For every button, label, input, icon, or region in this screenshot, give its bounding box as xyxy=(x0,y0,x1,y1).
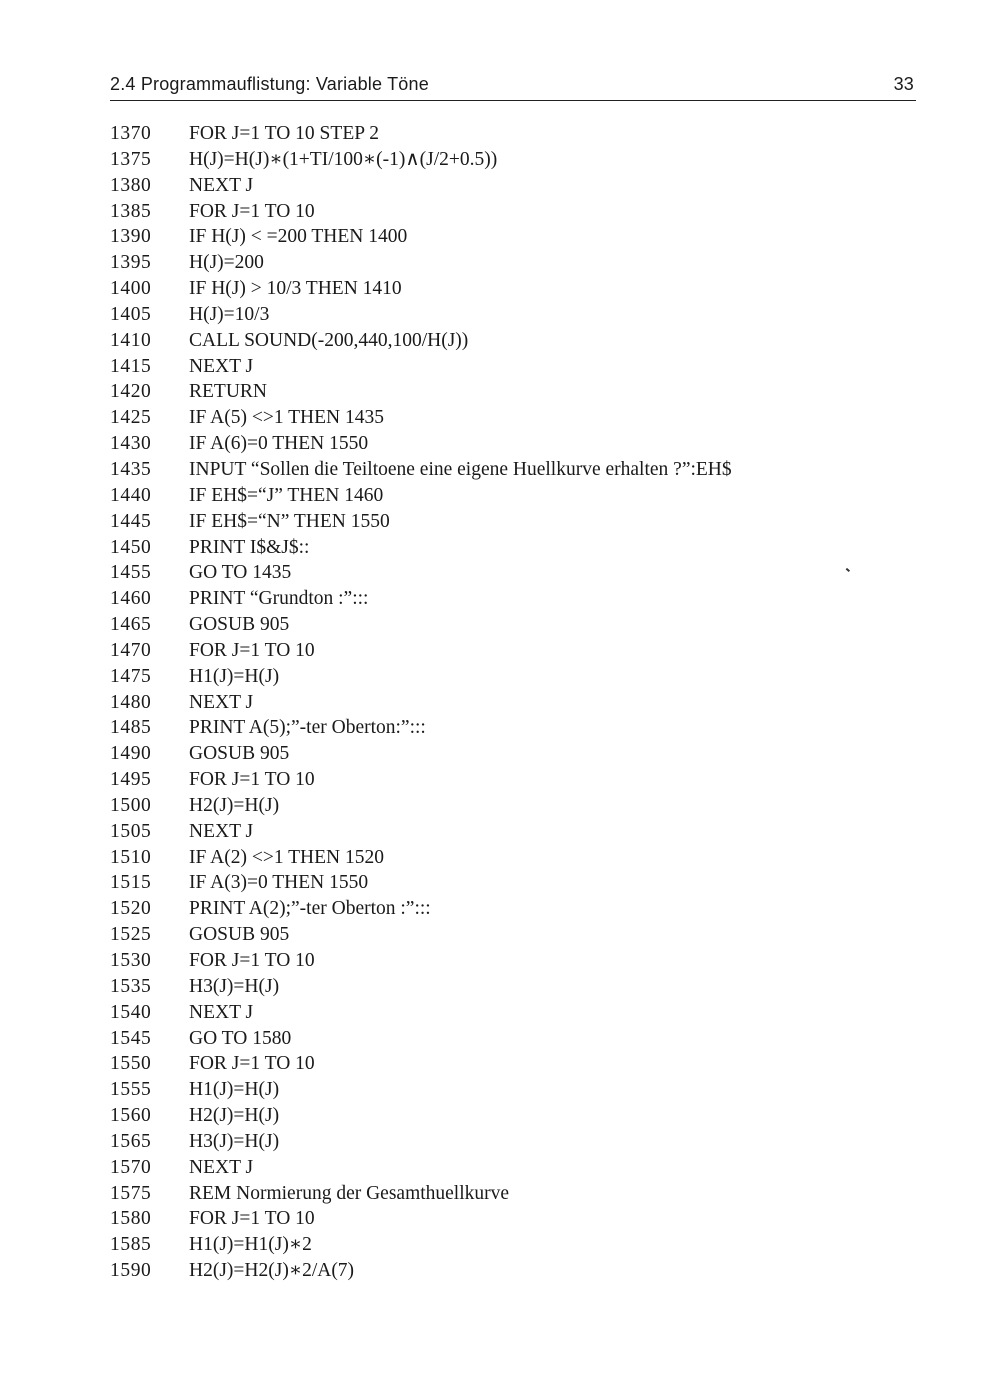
basic-statement: IF EH$=“J” THEN 1460 xyxy=(189,484,384,506)
code-line xyxy=(110,328,910,354)
line-number: 1425 xyxy=(110,407,152,429)
code-line xyxy=(110,173,910,199)
code-line xyxy=(110,1026,910,1052)
basic-statement: PRINT A(2);”-ter Oberton :”::: xyxy=(189,898,431,920)
line-number: 1455 xyxy=(110,562,152,584)
basic-statement: H2(J)=H(J) xyxy=(189,1105,280,1127)
line-number: 1500 xyxy=(110,794,152,816)
code-line xyxy=(110,586,910,612)
line-number: 1470 xyxy=(110,639,152,661)
line-number: 1475 xyxy=(110,665,152,687)
code-line xyxy=(110,896,910,922)
line-number: 1580 xyxy=(110,1208,152,1230)
code-line xyxy=(110,483,910,509)
basic-statement: H1(J)=H(J) xyxy=(189,665,280,687)
code-line xyxy=(110,302,910,328)
code-line xyxy=(110,715,910,741)
code-line xyxy=(110,638,910,664)
basic-statement: PRINT “Grundton :”::: xyxy=(189,588,369,610)
line-number: 1550 xyxy=(110,1053,152,1075)
line-number: 1370 xyxy=(110,123,152,144)
code-line xyxy=(110,612,910,638)
basic-statement: GOSUB 905 xyxy=(189,614,290,636)
code-line xyxy=(110,845,910,871)
line-number: 1575 xyxy=(110,1182,152,1204)
basic-statement: NEXT J xyxy=(189,691,254,713)
code-line xyxy=(110,1232,910,1258)
line-number: 1430 xyxy=(110,433,152,455)
line-number: 1405 xyxy=(110,303,152,325)
code-line xyxy=(110,121,910,147)
line-number: 1400 xyxy=(110,278,152,300)
line-number: 1445 xyxy=(110,510,152,532)
basic-statement: H1(J)=H1(J)∗2 xyxy=(189,1234,312,1256)
basic-statement: FOR J=1 TO 10 xyxy=(189,200,315,222)
code-line xyxy=(110,690,910,716)
code-line xyxy=(110,457,910,483)
basic-statement: REM Normierung der Gesamthuellkurve xyxy=(189,1182,510,1204)
code-line xyxy=(110,509,910,535)
basic-statement: CALL SOUND(-200,440,100/H(J)) xyxy=(189,329,469,351)
code-line xyxy=(110,431,910,457)
code-line xyxy=(110,147,910,173)
basic-statement: FOR J=1 TO 10 xyxy=(189,950,315,971)
code-line xyxy=(110,1051,910,1077)
line-number: 1410 xyxy=(110,329,152,351)
basic-statement: INPUT “Sollen die Teiltoene eine eigene Huellkurve erhalten ?”:EH$ xyxy=(189,458,732,480)
code-line xyxy=(110,664,910,690)
code-line xyxy=(110,560,910,586)
line-number: 1420 xyxy=(110,381,152,403)
basic-statement: GO TO 1435 xyxy=(189,562,292,584)
running-header xyxy=(110,74,916,101)
line-number: 1490 xyxy=(110,743,152,765)
line-number: 1450 xyxy=(110,536,152,558)
line-number: 1390 xyxy=(110,226,152,248)
basic-statement: GO TO 1580 xyxy=(189,1027,292,1049)
basic-statement: IF EH$=“N” THEN 1550 xyxy=(189,510,390,532)
line-number: 1510 xyxy=(110,846,152,868)
basic-statement: NEXT J xyxy=(189,174,254,196)
basic-statement: IF A(6)=0 THEN 1550 xyxy=(189,433,369,455)
basic-statement: H3(J)=H(J) xyxy=(189,975,280,997)
basic-statement: H(J)=H(J)∗(1+TI/100∗(-1)∧(J/2+0.5)) xyxy=(189,148,498,170)
line-number: 1465 xyxy=(110,614,152,636)
code-line xyxy=(110,974,910,1000)
basic-statement: IF H(J) < =200 THEN 1400 xyxy=(189,226,408,248)
line-number: 1395 xyxy=(110,252,152,274)
line-number: 1545 xyxy=(110,1027,152,1049)
basic-statement: H(J)=200 xyxy=(189,252,264,274)
code-line xyxy=(110,354,910,380)
line-number: 1585 xyxy=(110,1234,152,1256)
basic-statement: PRINT A(5);”-ter Oberton:”::: xyxy=(189,717,426,739)
basic-statement: NEXT J xyxy=(189,1001,254,1023)
basic-statement: GOSUB 905 xyxy=(189,924,290,946)
line-number: 1485 xyxy=(110,717,152,739)
line-number: 1380 xyxy=(110,174,152,196)
basic-statement: FOR J=1 TO 10 STEP 2 xyxy=(189,123,379,144)
basic-statement: NEXT J xyxy=(189,1156,254,1178)
code-line xyxy=(110,405,910,431)
basic-statement: IF H(J) > 10/3 THEN 1410 xyxy=(189,278,402,300)
code-line xyxy=(110,1181,910,1207)
code-line xyxy=(110,819,910,845)
basic-statement: NEXT J xyxy=(189,355,254,377)
code-line xyxy=(110,793,910,819)
basic-statement: NEXT J xyxy=(189,820,254,842)
code-line xyxy=(110,1103,910,1129)
line-number: 1570 xyxy=(110,1156,152,1178)
code-line xyxy=(110,870,910,896)
line-number: 1375 xyxy=(110,148,152,170)
code-line xyxy=(110,922,910,948)
code-line xyxy=(110,224,910,250)
code-line xyxy=(110,1077,910,1103)
line-number: 1520 xyxy=(110,898,152,920)
page-number: 33 xyxy=(893,74,914,94)
basic-statement: H1(J)=H(J) xyxy=(189,1079,280,1101)
code-line xyxy=(110,948,910,974)
basic-statement: FOR J=1 TO 10 xyxy=(189,1208,315,1230)
line-number: 1495 xyxy=(110,769,152,791)
code-line xyxy=(110,1000,910,1026)
line-number: 1505 xyxy=(110,820,152,842)
line-number: 1385 xyxy=(110,200,152,222)
line-number: 1435 xyxy=(110,458,152,480)
basic-statement: FOR J=1 TO 10 xyxy=(189,1053,315,1075)
line-number: 1440 xyxy=(110,484,152,506)
basic-statement: PRINT I$&J$:: xyxy=(189,536,310,558)
basic-statement: GOSUB 905 xyxy=(189,743,290,765)
basic-statement: FOR J=1 TO 10 xyxy=(189,639,315,661)
line-number: 1460 xyxy=(110,588,152,610)
line-number: 1480 xyxy=(110,691,152,713)
basic-statement: IF A(2) <>1 THEN 1520 xyxy=(189,846,384,868)
basic-statement: RETURN xyxy=(189,381,267,403)
code-line xyxy=(110,1258,910,1284)
line-number: 1535 xyxy=(110,975,152,997)
line-number: 1530 xyxy=(110,950,152,971)
basic-statement: H(J)=10/3 xyxy=(189,303,270,325)
section-title: 2.4 Programmauflistung: Variable Töne xyxy=(110,74,429,94)
code-line xyxy=(110,535,910,561)
code-line xyxy=(110,741,910,767)
code-line xyxy=(110,1155,910,1181)
line-number: 1590 xyxy=(110,1260,152,1282)
basic-statement: IF A(5) <>1 THEN 1435 xyxy=(189,407,384,429)
line-number: 1540 xyxy=(110,1001,152,1023)
basic-statement: IF A(3)=0 THEN 1550 xyxy=(189,872,369,894)
line-number: 1415 xyxy=(110,355,152,377)
line-number: 1525 xyxy=(110,924,152,946)
code-line xyxy=(110,199,910,225)
code-line xyxy=(110,767,910,793)
line-number: 1555 xyxy=(110,1079,152,1101)
line-number: 1515 xyxy=(110,872,152,894)
code-line xyxy=(110,276,910,302)
basic-statement: H2(J)=H2(J)∗2/A(7) xyxy=(189,1260,355,1282)
line-number: 1565 xyxy=(110,1130,152,1152)
basic-statement: FOR J=1 TO 10 xyxy=(189,769,315,791)
code-line xyxy=(110,1129,910,1155)
code-line xyxy=(110,250,910,276)
line-number: 1560 xyxy=(110,1105,152,1127)
basic-statement: H3(J)=H(J) xyxy=(189,1130,280,1152)
code-line xyxy=(110,1206,910,1232)
program-listing xyxy=(110,121,910,1284)
basic-statement: H2(J)=H(J) xyxy=(189,794,280,816)
code-line xyxy=(110,379,910,405)
